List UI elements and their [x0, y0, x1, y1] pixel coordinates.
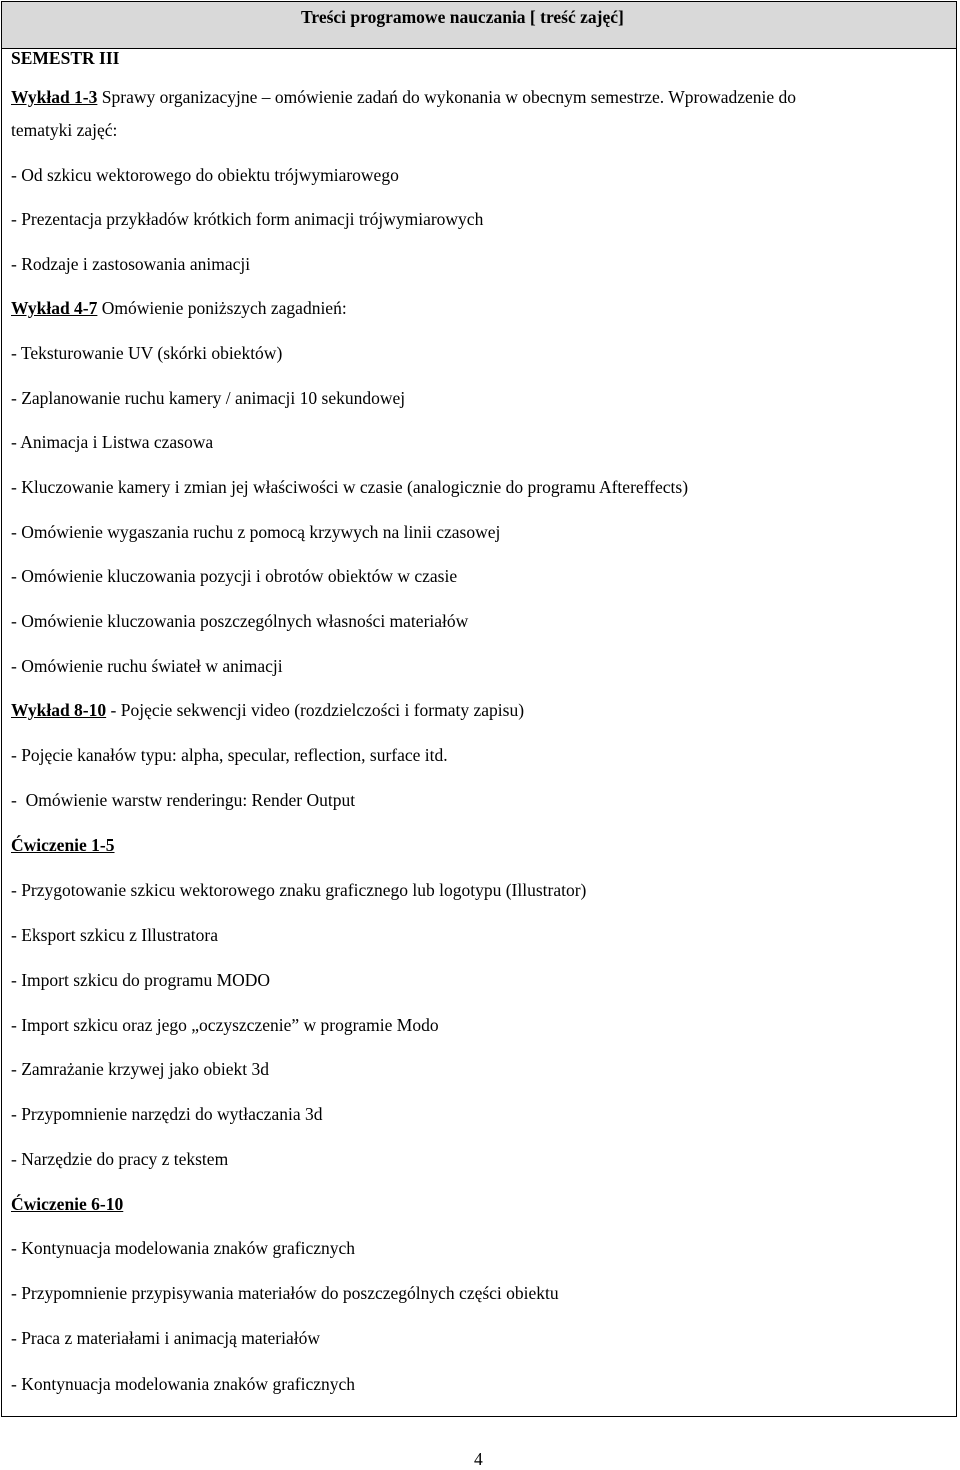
line-text: - Import szkicu oraz jego „oczyszczenie” w programie Modo — [11, 1015, 439, 1035]
content-line — [11, 610, 468, 632]
content-line — [11, 297, 347, 319]
line-text: - Omówienie ruchu świateł w animacji — [11, 656, 283, 676]
content-line — [11, 969, 270, 991]
content-line — [11, 699, 524, 721]
line-text: - Przygotowanie szkicu wektorowego znaku graficznego lub logotypu (Illustrator) — [11, 880, 587, 900]
line-text: tematyki zajęć: — [11, 120, 118, 140]
content-line — [11, 1327, 320, 1349]
line-text: - Eksport szkicu z Illustratora — [11, 925, 219, 945]
line-text: - Teksturowanie UV (skórki obiektów) — [11, 343, 283, 363]
line-text: - Zaplanowanie ruchu kamery / animacji 10 sekundowej — [11, 388, 406, 408]
line-text: - Przypomnienie narzędzi do wytłaczania 3d — [11, 1104, 323, 1124]
content-line — [11, 208, 483, 230]
content-line — [11, 164, 399, 186]
section-heading: Ćwiczenie 1-5 — [11, 835, 115, 855]
section-heading: Wykład 4-7 — [11, 298, 98, 318]
line-text: - Animacja i Listwa czasowa — [11, 432, 214, 452]
section-heading: Wykład 8-10 — [11, 700, 107, 720]
line-text: - Praca z materiałami i animacją materiałów — [11, 1328, 321, 1348]
content-line — [11, 387, 405, 409]
content-line — [11, 476, 688, 498]
line-text: - Od szkicu wektorowego do obiektu trójwymiarowego — [11, 165, 399, 185]
content-line — [11, 655, 283, 677]
line-text: - Omówienie kluczowania pozycji i obrotów obiektów w czasie — [11, 566, 458, 586]
line-text: - Rodzaje i zastosowania animacji — [11, 254, 251, 274]
content-line — [11, 1103, 322, 1125]
content-line — [11, 119, 117, 141]
content-line — [11, 1282, 559, 1304]
content-line — [11, 1193, 123, 1215]
content-line — [11, 86, 796, 108]
line-text: - Zamrażanie krzywej jako obiekt 3d — [11, 1059, 270, 1079]
content-line — [11, 834, 115, 856]
line-text: - Pojęcie sekwencji video (rozdzielczości i formaty zapisu) — [106, 700, 525, 720]
content-line — [11, 1014, 439, 1036]
line-text: - Pojęcie kanałów typu: alpha, specular, reflection, surface itd. — [11, 745, 448, 765]
line-text: Omówienie poniższych zagadnień: — [97, 298, 347, 318]
line-text: - Omówienie warstw renderingu: Render Output — [11, 790, 356, 810]
line-text: - Kontynuacja modelowania znaków graficznych — [11, 1374, 356, 1394]
line-text: - Omówienie kluczowania poszczególnych własności materiałów — [11, 611, 469, 631]
line-text: - Przypomnienie przypisywania materiałów do poszczególnych części obiektu — [11, 1283, 559, 1303]
section-heading: Ćwiczenie 6-10 — [11, 1194, 124, 1214]
content-line — [11, 744, 448, 766]
section-heading: Wykład 1-3 — [11, 87, 98, 107]
content-line — [11, 924, 218, 946]
content-line — [11, 879, 586, 901]
content-line — [11, 789, 355, 811]
content-line — [11, 521, 500, 543]
semester-heading: SEMESTR III — [11, 48, 120, 68]
page-number: 4 — [474, 1449, 483, 1469]
line-text: - Prezentacja przykładów krótkich form animacji trójwymiarowych — [11, 209, 484, 229]
content-line — [11, 1373, 355, 1395]
content-line — [11, 1058, 269, 1080]
table-header-title: Treści programowe nauczania [ treść zajęć] — [301, 7, 624, 27]
content-line — [11, 1148, 228, 1170]
content-line — [11, 253, 250, 275]
line-text: - Narzędzie do pracy z tekstem — [11, 1149, 229, 1169]
content-line — [11, 431, 213, 453]
content-line — [11, 342, 282, 364]
line-text: - Omówienie wygaszania ruchu z pomocą krzywych na linii czasowej — [11, 522, 501, 542]
content-line — [11, 1237, 355, 1259]
line-text: Sprawy organizacyjne – omówienie zadań do wykonania w obecnym semestrze. Wprowadzenie do — [97, 87, 797, 107]
content-line — [11, 565, 457, 587]
line-text: - Import szkicu do programu MODO — [11, 970, 271, 990]
line-text: - Kontynuacja modelowania znaków graficznych — [11, 1238, 356, 1258]
line-text: - Kluczowanie kamery i zmian jej właściwości w czasie (analogicznie do programu Aftereffects) — [11, 477, 689, 497]
table-header-row — [2, 2, 956, 49]
